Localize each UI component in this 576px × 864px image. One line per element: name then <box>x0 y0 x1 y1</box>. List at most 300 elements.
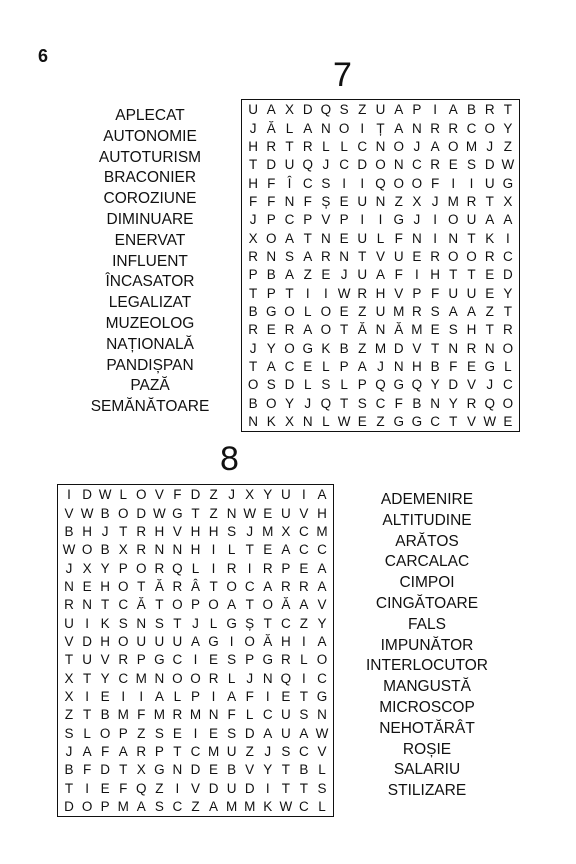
grid-letter: L <box>303 304 312 320</box>
grid-letter: Z <box>376 414 385 430</box>
grid-letter: F <box>119 780 128 796</box>
grid-letter: U <box>357 267 368 283</box>
grid-letter: A <box>299 725 309 741</box>
grid-letter: E <box>503 414 513 430</box>
puzzle-8-letter-grid <box>57 484 334 817</box>
grid-letter: Z <box>155 780 164 796</box>
grid-letter: I <box>175 780 180 796</box>
grid-letter: G <box>393 212 404 228</box>
grid-letter: H <box>82 524 92 540</box>
grid-letter: X <box>284 414 294 430</box>
grid-letter: J <box>486 139 494 155</box>
grid-letter: T <box>191 505 200 521</box>
grid-letter: E <box>448 157 458 173</box>
grid-letter: V <box>172 524 182 540</box>
grid-letter: S <box>118 615 128 631</box>
grid-letter: O <box>448 139 459 155</box>
grid-letter: E <box>485 285 495 301</box>
grid-letter: Y <box>100 670 110 686</box>
grid-letter: X <box>503 194 513 210</box>
grid-letter: O <box>81 799 93 815</box>
grid-letter: I <box>506 230 510 246</box>
grid-letter: H <box>190 524 201 540</box>
grid-letter: Z <box>485 304 494 320</box>
grid-letter: G <box>411 414 423 430</box>
grid-letter: N <box>136 615 147 631</box>
grid-letter: L <box>300 652 308 668</box>
grid-letter: R <box>262 560 273 576</box>
grid-letter: V <box>245 762 255 778</box>
grid-letter: J <box>264 744 272 760</box>
word-item: ALTITUDINE <box>382 511 472 529</box>
grid-letter: N <box>317 707 327 723</box>
grid-letter: I <box>433 102 437 118</box>
grid-letter: U <box>466 212 477 228</box>
grid-letter: R <box>299 579 309 595</box>
grid-letter: R <box>430 157 440 173</box>
grid-letter: M <box>374 340 387 356</box>
grid-letter: S <box>357 395 367 411</box>
grid-letter: U <box>357 194 368 210</box>
grid-letter: W <box>315 725 329 741</box>
grid-letter: S <box>299 707 309 723</box>
grid-letter: N <box>154 542 165 558</box>
grid-letter: T <box>339 395 349 411</box>
grid-letter: Z <box>358 304 367 320</box>
grid-letter: P <box>190 597 200 613</box>
grid-letter: A <box>448 102 458 118</box>
grid-letter: X <box>136 762 146 778</box>
grid-letter: T <box>155 597 164 613</box>
grid-letter: C <box>317 542 327 558</box>
grid-letter: I <box>378 212 383 228</box>
grid-letter: O <box>247 377 259 393</box>
grid-letter: I <box>324 285 328 301</box>
grid-letter: M <box>207 744 220 760</box>
grid-letter: E <box>339 304 349 320</box>
grid-letter: U <box>248 102 258 118</box>
grid-letter: L <box>191 560 200 576</box>
grid-letter: N <box>226 505 237 521</box>
grid-letter: R <box>284 322 295 338</box>
grid-letter: O <box>266 230 277 246</box>
grid-letter: M <box>117 707 129 723</box>
grid-letter: E <box>339 230 349 246</box>
grid-letter: Ș <box>321 194 331 210</box>
grid-letter: A <box>281 542 291 558</box>
grid-letter: T <box>64 780 74 796</box>
grid-letter: R <box>266 139 277 155</box>
grid-letter: R <box>466 395 477 411</box>
grid-letter: R <box>154 560 165 576</box>
grid-letter: M <box>189 707 202 723</box>
grid-letter: K <box>321 340 331 356</box>
grid-letter: H <box>248 175 258 191</box>
grid-letter: P <box>303 212 313 228</box>
grid-letter: X <box>118 542 128 558</box>
grid-letter: D <box>190 762 201 778</box>
grid-letter: R <box>248 249 258 265</box>
grid-letter: B <box>100 505 110 521</box>
grid-letter: R <box>484 102 495 118</box>
grid-letter: S <box>448 322 458 338</box>
grid-letter: J <box>413 139 421 155</box>
grid-letter: D <box>82 634 92 650</box>
grid-letter: Ă <box>266 120 276 136</box>
grid-letter: J <box>65 560 73 576</box>
grid-letter: H <box>430 267 440 283</box>
grid-letter: T <box>263 615 272 631</box>
grid-letter: F <box>227 707 236 723</box>
grid-letter: V <box>412 340 422 356</box>
grid-letter: O <box>226 579 237 595</box>
word-item: COROZIUNE <box>103 190 197 208</box>
grid-letter: I <box>211 542 216 558</box>
grid-letter: A <box>357 359 367 375</box>
grid-letter: G <box>172 505 183 521</box>
grid-letter: N <box>448 230 459 246</box>
word-item: CARCALAC <box>384 553 470 571</box>
grid-letter: Z <box>191 799 200 815</box>
grid-letter: F <box>394 230 403 246</box>
grid-letter: M <box>411 322 423 338</box>
grid-letter: I <box>193 652 198 668</box>
grid-letter: U <box>280 725 291 741</box>
grid-letter: Q <box>320 102 332 118</box>
grid-letter: C <box>172 652 183 668</box>
grid-letter: R <box>136 744 147 760</box>
puzzle-7-number: 7 <box>333 56 352 94</box>
grid-letter: L <box>322 414 330 430</box>
grid-letter: N <box>375 322 386 338</box>
grid-letter: V <box>64 634 74 650</box>
grid-letter: U <box>448 285 459 301</box>
grid-letter: R <box>302 139 313 155</box>
grid-letter: F <box>394 395 403 411</box>
grid-letter: M <box>447 194 459 210</box>
grid-letter: T <box>173 615 182 631</box>
grid-letter: C <box>299 744 309 760</box>
grid-letter: P <box>100 799 110 815</box>
grid-letter: N <box>393 157 404 173</box>
grid-letter: T <box>467 230 476 246</box>
grid-letter: O <box>117 505 129 521</box>
word-item: NEHOTĂRÂT <box>379 719 475 737</box>
grid-letter: F <box>303 194 312 210</box>
grid-letter: M <box>153 707 165 723</box>
grid-letter: H <box>466 322 477 338</box>
grid-letter: Ș <box>245 615 255 631</box>
grid-letter: N <box>248 414 258 430</box>
grid-letter: K <box>263 799 273 815</box>
grid-letter: G <box>154 652 165 668</box>
grid-letter: A <box>299 597 309 613</box>
grid-letter: B <box>430 359 440 375</box>
word-item: PAZĂ <box>130 377 170 395</box>
grid-letter: C <box>430 414 440 430</box>
word-item: ÎNCASATOR <box>105 273 195 291</box>
word-item: ENERVAT <box>114 231 186 249</box>
grid-letter: A <box>266 102 276 118</box>
grid-letter: X <box>412 194 422 210</box>
grid-letter: E <box>466 359 476 375</box>
grid-letter: I <box>229 634 234 650</box>
grid-letter: V <box>466 377 476 393</box>
grid-letter: S <box>154 799 164 815</box>
grid-letter: W <box>279 799 293 815</box>
grid-letter: A <box>82 744 92 760</box>
grid-letter: Y <box>266 340 276 356</box>
grid-letter: O <box>316 652 328 668</box>
grid-letter: T <box>119 762 128 778</box>
grid-letter: A <box>303 322 313 338</box>
grid-letter: Y <box>100 560 110 576</box>
grid-letter: Ă <box>154 579 164 595</box>
grid-letter: M <box>316 524 328 540</box>
grid-letter: L <box>285 120 294 136</box>
grid-letter: O <box>117 634 129 650</box>
grid-letter: I <box>211 689 216 705</box>
grid-letter: A <box>209 799 219 815</box>
grid-letter: E <box>266 322 276 338</box>
grid-letter: B <box>248 395 258 411</box>
grid-letter: P <box>190 689 200 705</box>
grid-letter: U <box>64 615 74 631</box>
grid-letter: D <box>448 377 459 393</box>
grid-letter: O <box>136 560 147 576</box>
grid-letter: C <box>244 579 255 595</box>
grid-letter: L <box>303 377 312 393</box>
grid-letter: L <box>322 359 330 375</box>
grid-letter: O <box>244 634 255 650</box>
grid-letter: Q <box>302 157 313 173</box>
grid-letter: P <box>118 560 128 576</box>
grid-letter: R <box>226 560 237 576</box>
grid-letter: C <box>375 395 386 411</box>
grid-letter: A <box>118 744 128 760</box>
grid-letter: N <box>302 414 313 430</box>
grid-letter: E <box>303 359 313 375</box>
grid-letter: N <box>375 194 386 210</box>
grid-letter: T <box>449 267 458 283</box>
grid-letter: R <box>172 707 183 723</box>
grid-letter: K <box>485 230 495 246</box>
grid-letter: J <box>249 340 257 356</box>
grid-letter: L <box>209 615 218 631</box>
grid-letter: T <box>137 579 146 595</box>
grid-letter: I <box>305 285 310 301</box>
grid-letter: N <box>262 670 273 686</box>
grid-letter: M <box>393 304 405 320</box>
grid-letter: Ă <box>136 597 146 613</box>
grid-letter: R <box>412 304 422 320</box>
grid-letter: I <box>121 689 126 705</box>
grid-letter: F <box>394 267 403 283</box>
grid-letter: N <box>172 762 183 778</box>
grid-letter: J <box>249 120 257 136</box>
page-number: 6 <box>38 46 49 66</box>
grid-letter: I <box>67 487 71 503</box>
grid-letter: O <box>448 212 459 228</box>
grid-letter: U <box>375 102 386 118</box>
grid-letter: T <box>285 139 294 155</box>
grid-letter: J <box>304 395 312 411</box>
grid-letter: S <box>227 725 237 741</box>
grid-letter: O <box>393 139 404 155</box>
grid-letter: H <box>100 579 111 595</box>
grid-letter: C <box>466 120 477 136</box>
grid-letter: U <box>226 780 237 796</box>
grid-letter: R <box>280 579 291 595</box>
grid-letter: R <box>208 670 219 686</box>
grid-letter: A <box>394 102 404 118</box>
grid-letter: E <box>263 542 273 558</box>
grid-letter: J <box>192 615 199 631</box>
grid-letter: D <box>244 780 255 796</box>
grid-letter: N <box>266 249 277 265</box>
grid-letter: J <box>246 670 254 686</box>
word-item: INTERLOCUTOR <box>365 657 488 675</box>
grid-letter: A <box>317 579 327 595</box>
grid-letter: I <box>302 670 306 686</box>
grid-letter: J <box>413 212 421 228</box>
grid-letter: E <box>263 505 273 521</box>
grid-letter: O <box>284 340 295 356</box>
puzzle-8-word-list <box>352 490 502 802</box>
grid-letter: I <box>265 689 270 705</box>
word-item: CINGĂTOARE <box>375 594 479 612</box>
grid-letter: U <box>284 157 295 173</box>
grid-letter: R <box>136 542 147 558</box>
grid-letter: T <box>485 194 494 210</box>
grid-letter: D <box>136 505 147 521</box>
grid-letter: C <box>412 157 422 173</box>
grid-letter: C <box>284 212 295 228</box>
grid-letter: U <box>357 230 368 246</box>
grid-letter: N <box>412 230 422 246</box>
grid-letter: O <box>81 542 93 558</box>
grid-letter: R <box>430 249 440 265</box>
grid-letter: J <box>228 487 235 503</box>
grid-letter: C <box>339 157 349 173</box>
grid-letter: H <box>248 139 258 155</box>
grid-letter: P <box>154 744 164 760</box>
grid-letter: Ă <box>263 634 273 650</box>
grid-letter: G <box>393 377 404 393</box>
grid-letter: F <box>248 194 258 210</box>
grid-letter: O <box>448 249 459 265</box>
word-item: CIMPOI <box>399 574 455 592</box>
grid-letter: E <box>100 689 110 705</box>
grid-letter: R <box>357 285 368 301</box>
grid-letter: N <box>393 359 404 375</box>
grid-letter: D <box>393 340 404 356</box>
grid-letter: L <box>504 359 512 375</box>
grid-letter: S <box>339 102 349 118</box>
grid-letter: E <box>82 579 92 595</box>
grid-letter: E <box>209 652 219 668</box>
grid-letter: Y <box>263 487 273 503</box>
grid-letter: S <box>321 175 331 191</box>
grid-letter: P <box>281 560 291 576</box>
grid-letter: O <box>117 579 129 595</box>
grid-letter: Y <box>503 120 513 136</box>
grid-letter: D <box>302 102 313 118</box>
grid-letter: D <box>503 267 513 283</box>
grid-letter: N <box>154 670 165 686</box>
grid-letter: O <box>266 395 277 411</box>
grid-letter: Y <box>448 395 458 411</box>
word-item: MANGUSTĂ <box>383 678 471 696</box>
grid-letter: F <box>82 762 92 778</box>
grid-letter: G <box>226 615 237 631</box>
grid-letter: P <box>339 359 349 375</box>
grid-letter: T <box>64 652 74 668</box>
grid-letter: O <box>320 304 332 320</box>
grid-letter: S <box>317 780 327 796</box>
grid-letter: L <box>245 707 254 723</box>
grid-letter: T <box>503 304 513 320</box>
grid-letter: J <box>377 359 384 375</box>
grid-letter: Ă <box>357 322 367 338</box>
grid-letter: R <box>503 322 513 338</box>
grid-letter: E <box>430 322 440 338</box>
grid-letter: R <box>466 194 477 210</box>
grid-letter: Q <box>136 780 147 796</box>
grid-letter: C <box>280 615 291 631</box>
grid-letter: C <box>262 707 273 723</box>
grid-letter: X <box>64 689 74 705</box>
grid-letter: F <box>430 285 440 301</box>
grid-letter: B <box>64 762 74 778</box>
grid-letter: V <box>466 414 476 430</box>
grid-letter: I <box>193 725 198 741</box>
grid-letter: R <box>118 652 129 668</box>
grid-letter: C <box>118 670 129 686</box>
grid-letter: W <box>243 505 257 521</box>
grid-letter: W <box>62 542 76 558</box>
grid-letter: T <box>119 524 128 540</box>
grid-letter: C <box>190 744 201 760</box>
grid-letter: A <box>317 560 327 576</box>
grid-letter: T <box>299 780 309 796</box>
grid-letter: F <box>101 744 110 760</box>
grid-letter: I <box>85 780 89 796</box>
grid-letter: X <box>245 487 255 503</box>
grid-letter: F <box>430 175 440 191</box>
grid-letter: P <box>245 652 255 668</box>
grid-letter: J <box>101 524 109 540</box>
grid-letter: I <box>85 615 89 631</box>
grid-letter: V <box>321 212 331 228</box>
grid-letter: Y <box>430 377 440 393</box>
grid-letter: T <box>209 579 218 595</box>
word-item: AUTONOMIE <box>103 127 197 145</box>
grid-letter: L <box>227 542 236 558</box>
grid-letter: J <box>340 267 348 283</box>
grid-letter: E <box>339 194 349 210</box>
grid-letter: U <box>484 175 495 191</box>
grid-letter: A <box>448 304 458 320</box>
grid-letter: A <box>227 689 237 705</box>
grid-letter: V <box>317 597 327 613</box>
grid-letter: T <box>281 762 290 778</box>
grid-letter: H <box>190 542 201 558</box>
grid-letter: V <box>317 744 327 760</box>
grid-letter: G <box>154 762 165 778</box>
grid-letter: G <box>208 634 219 650</box>
word-item: MICROSCOP <box>379 698 475 716</box>
